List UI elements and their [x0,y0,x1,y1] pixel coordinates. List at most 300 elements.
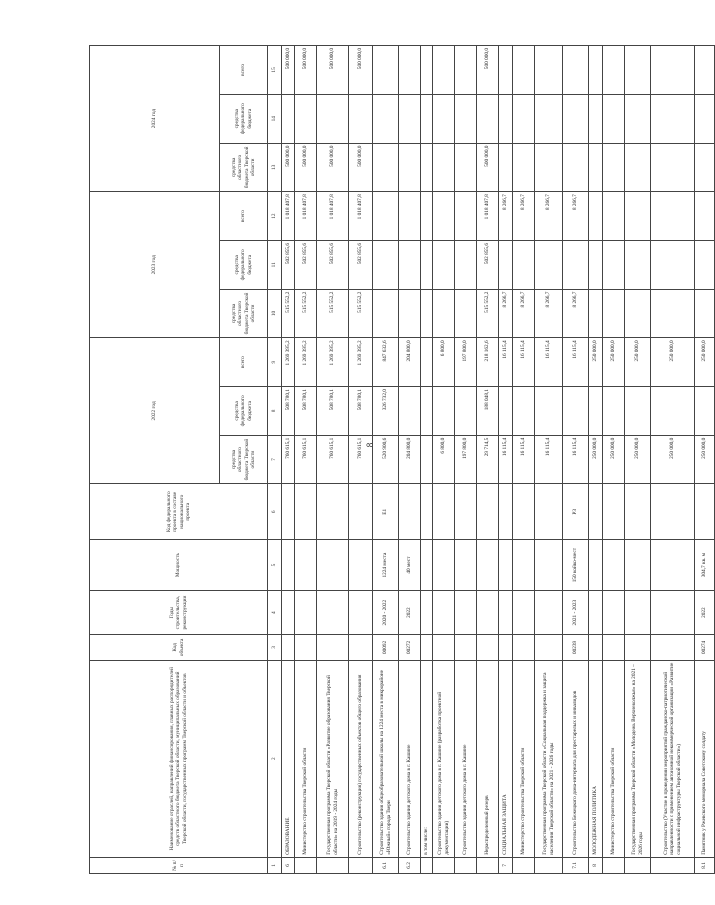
row-name: Министерство строительства Тверской области [603,660,625,857]
federal-2022 [433,387,455,436]
total-2023: 1 018 407,8 [477,192,499,241]
table-row [513,46,535,874]
object-code [499,635,513,661]
federal-2024 [317,94,349,143]
federal-project-code [695,484,715,540]
total-2022: 204 800,0 [399,338,421,387]
federal-2024 [513,94,535,143]
total-2022: 250 000,0 [625,338,651,387]
col-number: 3 [268,635,282,661]
total-2024 [625,46,651,95]
construction-years [433,591,455,635]
total-2022: 250 000,0 [695,338,715,387]
total-2023 [399,192,421,241]
total-2023: 8 266,7 [563,192,589,241]
federal-2024 [603,94,625,143]
table-row [695,46,715,874]
total-2022: 250 000,0 [589,338,603,387]
total-2022: 847 632,6 [373,338,399,387]
regional-2023 [695,289,715,338]
construction-years: 2022 [399,591,421,635]
total-2024 [651,46,695,95]
capacity [477,540,499,591]
total-2022: 16 115,4 [513,338,535,387]
capacity [295,540,317,591]
regional-2024: 500 000,0 [295,143,317,192]
federal-project-code [455,484,477,540]
row-name: Государственная программа Тверской области «Развитие образования Тверской области» на 2019 - 2024 годы [317,660,349,857]
row-number [295,857,317,873]
total-2024 [433,46,455,95]
row-number [513,857,535,873]
federal-2024 [535,94,563,143]
regional-2023: 515 552,2 [477,289,499,338]
regional-2022: 250 000,0 [651,435,695,484]
capacity [317,540,349,591]
header-regional-2023: средства областного бюджета Тверской области [220,289,268,338]
construction-years [625,591,651,635]
federal-project-code [399,484,421,540]
federal-2022 [695,387,715,436]
federal-2024 [477,94,499,143]
federal-project-code: E1 [373,484,399,540]
regional-2023 [399,289,421,338]
table-row [282,46,295,874]
capacity [421,540,433,591]
row-name: в том числе: [421,660,433,857]
construction-years [499,591,513,635]
capacity [282,540,295,591]
federal-2024 [295,94,317,143]
construction-years [349,591,373,635]
row-name: Строительство Бежецкого дома-интерната для престарелых и инвалидов [563,660,589,857]
federal-project-code [433,484,455,540]
row-name: Министерство строительства Тверской области [295,660,317,857]
regional-2023: 515 552,2 [349,289,373,338]
row-name: Строительство (реконструкция) государственных объектов общего образования [349,660,373,857]
row-number [455,857,477,873]
capacity [349,540,373,591]
federal-2023 [625,240,651,289]
federal-2023: 502 855,6 [349,240,373,289]
regional-2022: 6 800,0 [433,435,455,484]
regional-2023 [421,289,433,338]
object-code [317,635,349,661]
row-number: 8.1 [695,857,715,873]
col-number: 2 [268,660,282,857]
federal-2023 [455,240,477,289]
construction-years [513,591,535,635]
col-number: 6 [268,484,282,540]
header-total-2023: всего [220,192,268,241]
total-2022: 250 000,0 [603,338,625,387]
row-number [625,857,651,873]
table-row [399,46,421,874]
regional-2024 [651,143,695,192]
federal-2022 [625,387,651,436]
total-2022: 1 269 395,2 [295,338,317,387]
total-2022: 16 115,4 [535,338,563,387]
construction-years: 2020 - 2022 [373,591,399,635]
col-number: 12 [268,192,282,241]
total-2023 [603,192,625,241]
row-name: ОБРАЗОВАНИЕ [282,660,295,857]
table-row [499,46,513,874]
federal-2022 [421,387,433,436]
total-2023: 1 018 407,8 [295,192,317,241]
table-row [317,46,349,874]
capacity: 40 мест [399,540,421,591]
row-number [477,857,499,873]
regional-2022: 760 615,1 [295,435,317,484]
row-number [317,857,349,873]
federal-2022 [399,387,421,436]
capacity [455,540,477,591]
construction-years [317,591,349,635]
row-name: Памятник у Ржевского мемориала Советскому солдату [695,660,715,857]
construction-years [282,591,295,635]
table-row [603,46,625,874]
regional-2023: 515 552,2 [282,289,295,338]
regional-2024: 500 000,0 [317,143,349,192]
federal-2022 [499,387,513,436]
construction-years [455,591,477,635]
header-federal-project: Код федерального проекта в составе национального проекта [90,484,268,540]
object-code [603,635,625,661]
federal-project-code [625,484,651,540]
federal-2024 [373,94,399,143]
federal-2023 [563,240,589,289]
regional-2024 [695,143,715,192]
header-name: Наименование отраслей, направлений финансирования, главных распорядителей средств областного бюджета Тверской области, муниципальных образований Тверской области, государственных программ Тверской области и объектов [90,660,268,857]
federal-2024 [589,94,603,143]
total-2023: 8 266,7 [513,192,535,241]
regional-2023 [433,289,455,338]
capacity [603,540,625,591]
table-row [563,46,589,874]
object-code [455,635,477,661]
total-2024: 500 000,0 [317,46,349,95]
header-federal-2023: средства федерального бюджета [220,240,268,289]
regional-2024 [603,143,625,192]
regional-2024 [563,143,589,192]
total-2022: 6 800,0 [433,338,455,387]
federal-2024 [563,94,589,143]
construction-years [295,591,317,635]
table-row [589,46,603,874]
total-2024 [589,46,603,95]
row-name: Строительство здания детского дома в г. Кашине (разработка проектной документации) [433,660,455,857]
federal-2022 [513,387,535,436]
federal-2024 [433,94,455,143]
regional-2023: 515 552,2 [295,289,317,338]
capacity [499,540,513,591]
federal-2024 [625,94,651,143]
capacity: 1224 места [373,540,399,591]
federal-project-code [535,484,563,540]
object-code [535,635,563,661]
table-row [455,46,477,874]
federal-2022: 508 780,1 [317,387,349,436]
federal-2024 [282,94,295,143]
total-2023 [433,192,455,241]
table-row [651,46,695,874]
regional-2024 [513,143,535,192]
row-number [603,857,625,873]
regional-2024: 500 000,0 [282,143,295,192]
federal-project-code [651,484,695,540]
regional-2024: 500 000,0 [477,143,499,192]
regional-2022: 760 615,1 [317,435,349,484]
regional-2022: 250 000,0 [695,435,715,484]
capacity [625,540,651,591]
federal-project-code [603,484,625,540]
row-name: МОЛОДЕЖНАЯ ПОЛИТИКА [589,660,603,857]
federal-2022: 326 732,0 [373,387,399,436]
row-number [651,857,695,873]
table-row [421,46,433,874]
row-number: 6 [282,857,295,873]
row-number [535,857,563,873]
header-term: Годы строительства, реконструкции [90,591,268,635]
regional-2023: 8 266,7 [563,289,589,338]
header-federal-2024: средства федерального бюджета [220,94,268,143]
federal-2022: 508 780,1 [349,387,373,436]
row-name: Нераспределенный резерв [477,660,499,857]
regional-2023: 8 266,7 [499,289,513,338]
header-no: № п/п [90,857,268,873]
regional-2023 [625,289,651,338]
regional-2022: 760 615,1 [349,435,373,484]
federal-2023: 502 855,6 [282,240,295,289]
federal-project-code: P3 [563,484,589,540]
row-number [433,857,455,873]
table-row [433,46,455,874]
col-number: 10 [268,289,282,338]
investment-table [89,45,715,874]
header-year-2023: 2023 год [90,192,220,338]
regional-2022: 204 800,0 [399,435,421,484]
total-2023 [373,192,399,241]
total-2024: 500 000,0 [295,46,317,95]
col-number: 15 [268,46,282,95]
col-number: 4 [268,591,282,635]
regional-2024 [433,143,455,192]
capacity [535,540,563,591]
federal-2024 [455,94,477,143]
object-code [349,635,373,661]
federal-project-code [282,484,295,540]
object-code [589,635,603,661]
table-row [477,46,499,874]
object-code: 00274 [695,635,715,661]
regional-2024 [625,143,651,192]
row-number [349,857,373,873]
table-row [625,46,651,874]
federal-project-code [589,484,603,540]
federal-2022: 508 780,1 [295,387,317,436]
federal-2023: 502 855,6 [477,240,499,289]
federal-2022 [535,387,563,436]
total-2024: 500 000,0 [282,46,295,95]
row-name: Государственная программа Тверской области «Молодежь Верхневолжья» на 2021 – 2026 годы [625,660,651,857]
federal-2022 [563,387,589,436]
federal-2024 [399,94,421,143]
regional-2023 [603,289,625,338]
federal-2023 [399,240,421,289]
regional-2022: 250 000,0 [603,435,625,484]
total-2024 [455,46,477,95]
federal-2022 [455,387,477,436]
header-capacity: Мощность [90,540,268,591]
federal-2024 [651,94,695,143]
federal-2023 [651,240,695,289]
object-code [477,635,499,661]
table-row [295,46,317,874]
regional-2022 [421,435,433,484]
total-2022: 1 269 395,2 [317,338,349,387]
federal-2023 [589,240,603,289]
row-number: 7 [499,857,513,873]
federal-2023: 502 855,6 [317,240,349,289]
total-2022: 16 115,4 [499,338,513,387]
row-number: 8 [589,857,603,873]
federal-project-code [317,484,349,540]
federal-2024 [421,94,433,143]
total-2024 [695,46,715,95]
federal-project-code [421,484,433,540]
total-2022: 218 162,6 [477,338,499,387]
total-2023: 1 018 407,8 [317,192,349,241]
header-total-2022: всего [220,338,268,387]
row-name: Строительство здания детского дома в г. Кашине [399,660,421,857]
total-2023: 8 266,7 [535,192,563,241]
row-number: 6.1 [373,857,399,873]
regional-2023: 515 552,2 [317,289,349,338]
regional-2024 [589,143,603,192]
total-2024 [499,46,513,95]
federal-2023: 502 855,6 [295,240,317,289]
federal-2024 [695,94,715,143]
federal-2023 [513,240,535,289]
total-2022: 1 269 395,2 [282,338,295,387]
total-2022: 250 000,0 [651,338,695,387]
header-code: Код объекта [90,635,268,661]
total-2023 [455,192,477,241]
construction-years: 2021 - 2023 [563,591,589,635]
row-name: Министерство строительства Тверской области [513,660,535,857]
total-2024: 500 000,0 [349,46,373,95]
regional-2022: 197 800,0 [455,435,477,484]
col-number: 9 [268,338,282,387]
federal-2023 [499,240,513,289]
construction-years [651,591,695,635]
federal-2023 [695,240,715,289]
construction-years [421,591,433,635]
regional-2023: 8 266,7 [513,289,535,338]
federal-project-code [295,484,317,540]
regional-2022: 29 714,5 [477,435,499,484]
total-2024 [603,46,625,95]
total-2024 [535,46,563,95]
total-2022: 197 800,0 [455,338,477,387]
regional-2022: 16 115,4 [563,435,589,484]
capacity [513,540,535,591]
federal-2023 [421,240,433,289]
regional-2024 [499,143,513,192]
federal-2023 [373,240,399,289]
total-2024 [399,46,421,95]
regional-2023: 8 266,7 [535,289,563,338]
federal-2022 [651,387,695,436]
total-2023 [695,192,715,241]
regional-2022: 250 000,0 [625,435,651,484]
col-number: 1 [268,857,282,873]
regional-2022: 760 615,1 [282,435,295,484]
total-2022: 1 269 395,2 [349,338,373,387]
header-year-2024: 2024 год [90,46,220,192]
regional-2023 [373,289,399,338]
total-2024 [421,46,433,95]
col-number: 13 [268,143,282,192]
total-2024: 500 000,0 [477,46,499,95]
object-code [625,635,651,661]
table-row [349,46,373,874]
total-2023 [421,192,433,241]
rotated-table-region [89,45,708,874]
regional-2022: 16 115,4 [513,435,535,484]
object-code: 00272 [399,635,421,661]
row-number: 7.1 [563,857,589,873]
header-total-2024: всего [220,46,268,95]
total-2023 [589,192,603,241]
federal-2023 [603,240,625,289]
row-name: СОЦИАЛЬНАЯ ЗАЩИТА [499,660,513,857]
federal-project-code [349,484,373,540]
total-2024 [513,46,535,95]
total-2023: 1 018 407,8 [282,192,295,241]
row-number [421,857,433,873]
regional-2022: 520 900,6 [373,435,399,484]
federal-2023 [535,240,563,289]
regional-2024 [373,143,399,192]
header-regional-2024: средства областного бюджета Тверской области [220,143,268,192]
federal-2022: 508 780,1 [282,387,295,436]
construction-years [535,591,563,635]
table-row [535,46,563,874]
total-2024 [563,46,589,95]
federal-project-code [513,484,535,540]
federal-project-code [499,484,513,540]
regional-2024: 500 000,0 [349,143,373,192]
col-number: 8 [268,387,282,436]
header-year-2022: 2022 год [90,338,220,484]
capacity [433,540,455,591]
regional-2022: 250 000,0 [589,435,603,484]
regional-2023 [455,289,477,338]
capacity [651,540,695,591]
regional-2024 [535,143,563,192]
regional-2022: 16 115,4 [499,435,513,484]
capacity: 150 койко-мест [563,540,589,591]
capacity: 304,7 кв. м [695,540,715,591]
total-2023: 8 266,7 [499,192,513,241]
header-row-main [90,46,220,874]
total-2023 [625,192,651,241]
table-body [282,46,715,874]
col-number: 7 [268,435,282,484]
row-name: Строительство здания общеобразовательной школы на 1224 места в микрорайоне «Южный» города Твери [373,660,399,857]
